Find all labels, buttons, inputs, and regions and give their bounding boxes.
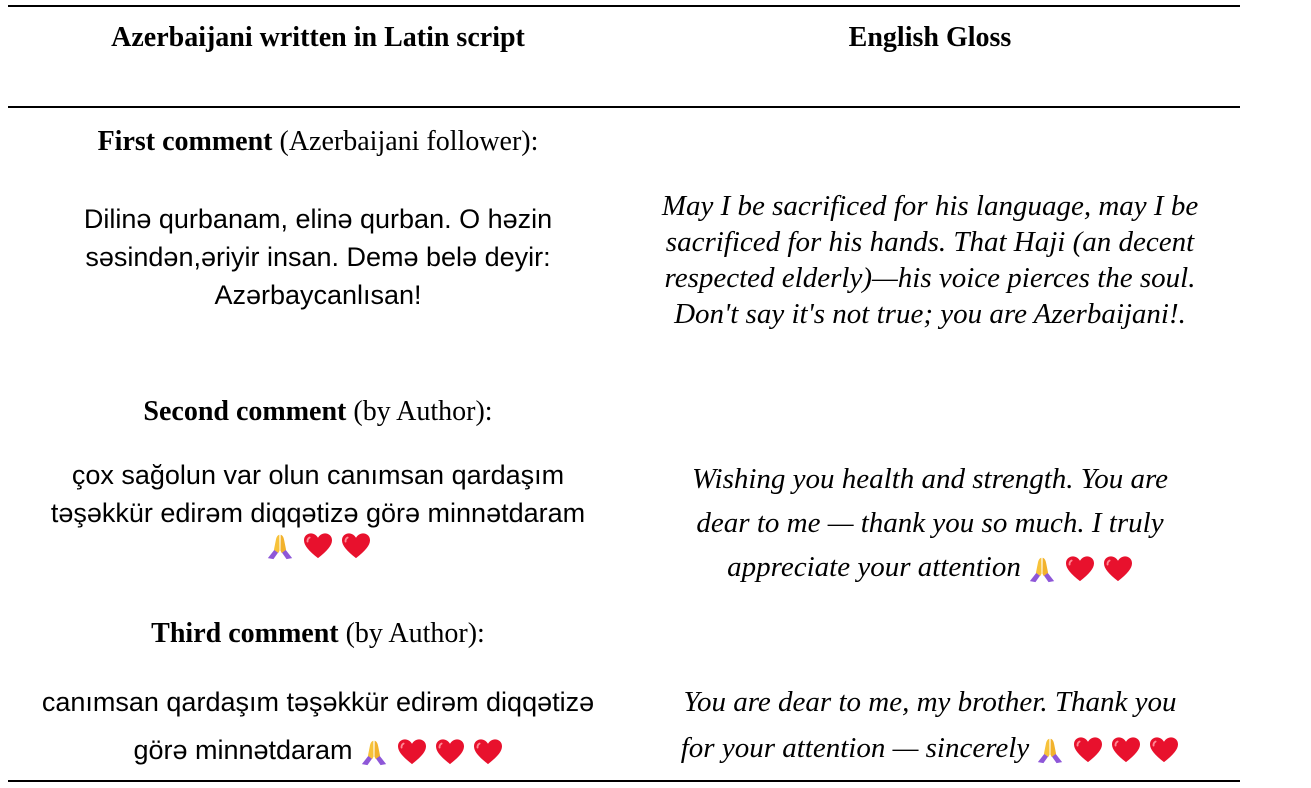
top-rule	[8, 5, 1240, 7]
az-line: canımsan qardaşım təşəkkür edirəm diqqətizə	[41, 687, 595, 717]
bottom-rule	[8, 780, 1240, 782]
gloss-line: Don't say it's not true; you are Azerbaijani!.	[674, 298, 1186, 330]
header-rule	[8, 106, 1240, 108]
third-comment-gloss	[620, 679, 1240, 771]
heart-icon	[1149, 736, 1179, 764]
heart-icon	[1111, 736, 1141, 764]
az-line: səsindən,əriyir insan. Demə belə deyir:	[85, 242, 551, 272]
gloss-line: sacrificed for his hands. That Haji (an decent	[665, 226, 1195, 258]
heart-icon	[1103, 555, 1133, 583]
heart-icon	[1073, 736, 1103, 764]
second-comment-azerbaijani	[8, 456, 628, 560]
gloss-line	[620, 545, 1240, 589]
label-rest: (by Author):	[338, 618, 485, 649]
heart-icon	[303, 532, 333, 560]
label-bold: First comment	[97, 126, 273, 157]
gloss-line: You are dear to me, my brother. Thank you	[683, 686, 1177, 718]
gloss-text: appreciate your attention	[727, 551, 1021, 583]
heart-icon	[1065, 555, 1095, 583]
label-rest: (by Author):	[346, 396, 493, 427]
gloss-line: dear to me — thank you so much. I truly	[696, 507, 1164, 539]
pray-icon	[1035, 736, 1065, 764]
first-comment-azerbaijani	[8, 200, 628, 314]
az-line: çox sağolun var olun canımsan qardaşım	[71, 460, 565, 490]
az-emojis	[359, 738, 503, 766]
gloss-line: Wishing you health and strength. You are	[691, 463, 1169, 495]
gloss-line: May I be sacrificed for his language, may I be	[661, 190, 1199, 222]
az-line: Dilinə qurbanam, elinə qurban. O həzin	[83, 204, 553, 234]
pray-icon	[265, 532, 295, 560]
heart-icon	[341, 532, 371, 560]
gloss-line: respected elderly)—his voice pierces the soul.	[664, 262, 1196, 294]
gloss-emojis	[1035, 736, 1179, 764]
first-comment-label	[8, 126, 628, 158]
az-line: təşəkkür edirəm diqqətizə görə minnətdaram	[50, 498, 586, 528]
pray-icon	[1027, 555, 1057, 583]
pray-icon	[359, 738, 389, 766]
column-header-azerbaijani: Azerbaijani written in Latin script	[111, 22, 525, 53]
heart-icon	[397, 738, 427, 766]
gloss-emojis	[1027, 555, 1133, 583]
column-header-english-gloss: English Gloss	[848, 22, 1012, 53]
third-comment-azerbaijani	[8, 678, 628, 774]
label-bold: Third comment	[151, 618, 339, 649]
az-line	[8, 726, 628, 774]
az-emoji-line	[8, 532, 628, 560]
label-rest: (Azerbaijani follower):	[272, 126, 539, 157]
gloss-text: for your attention — sincerely	[680, 732, 1030, 764]
label-bold: Second comment	[143, 396, 347, 427]
az-text: görə minnətdaram	[133, 735, 353, 765]
gloss-line	[620, 725, 1240, 771]
heart-icon	[435, 738, 465, 766]
second-comment-gloss	[620, 457, 1240, 589]
az-line: Azərbaycanlısan!	[214, 280, 422, 310]
second-comment-label	[8, 396, 628, 428]
first-comment-gloss	[620, 188, 1240, 332]
heart-icon	[473, 738, 503, 766]
third-comment-label	[8, 618, 628, 650]
